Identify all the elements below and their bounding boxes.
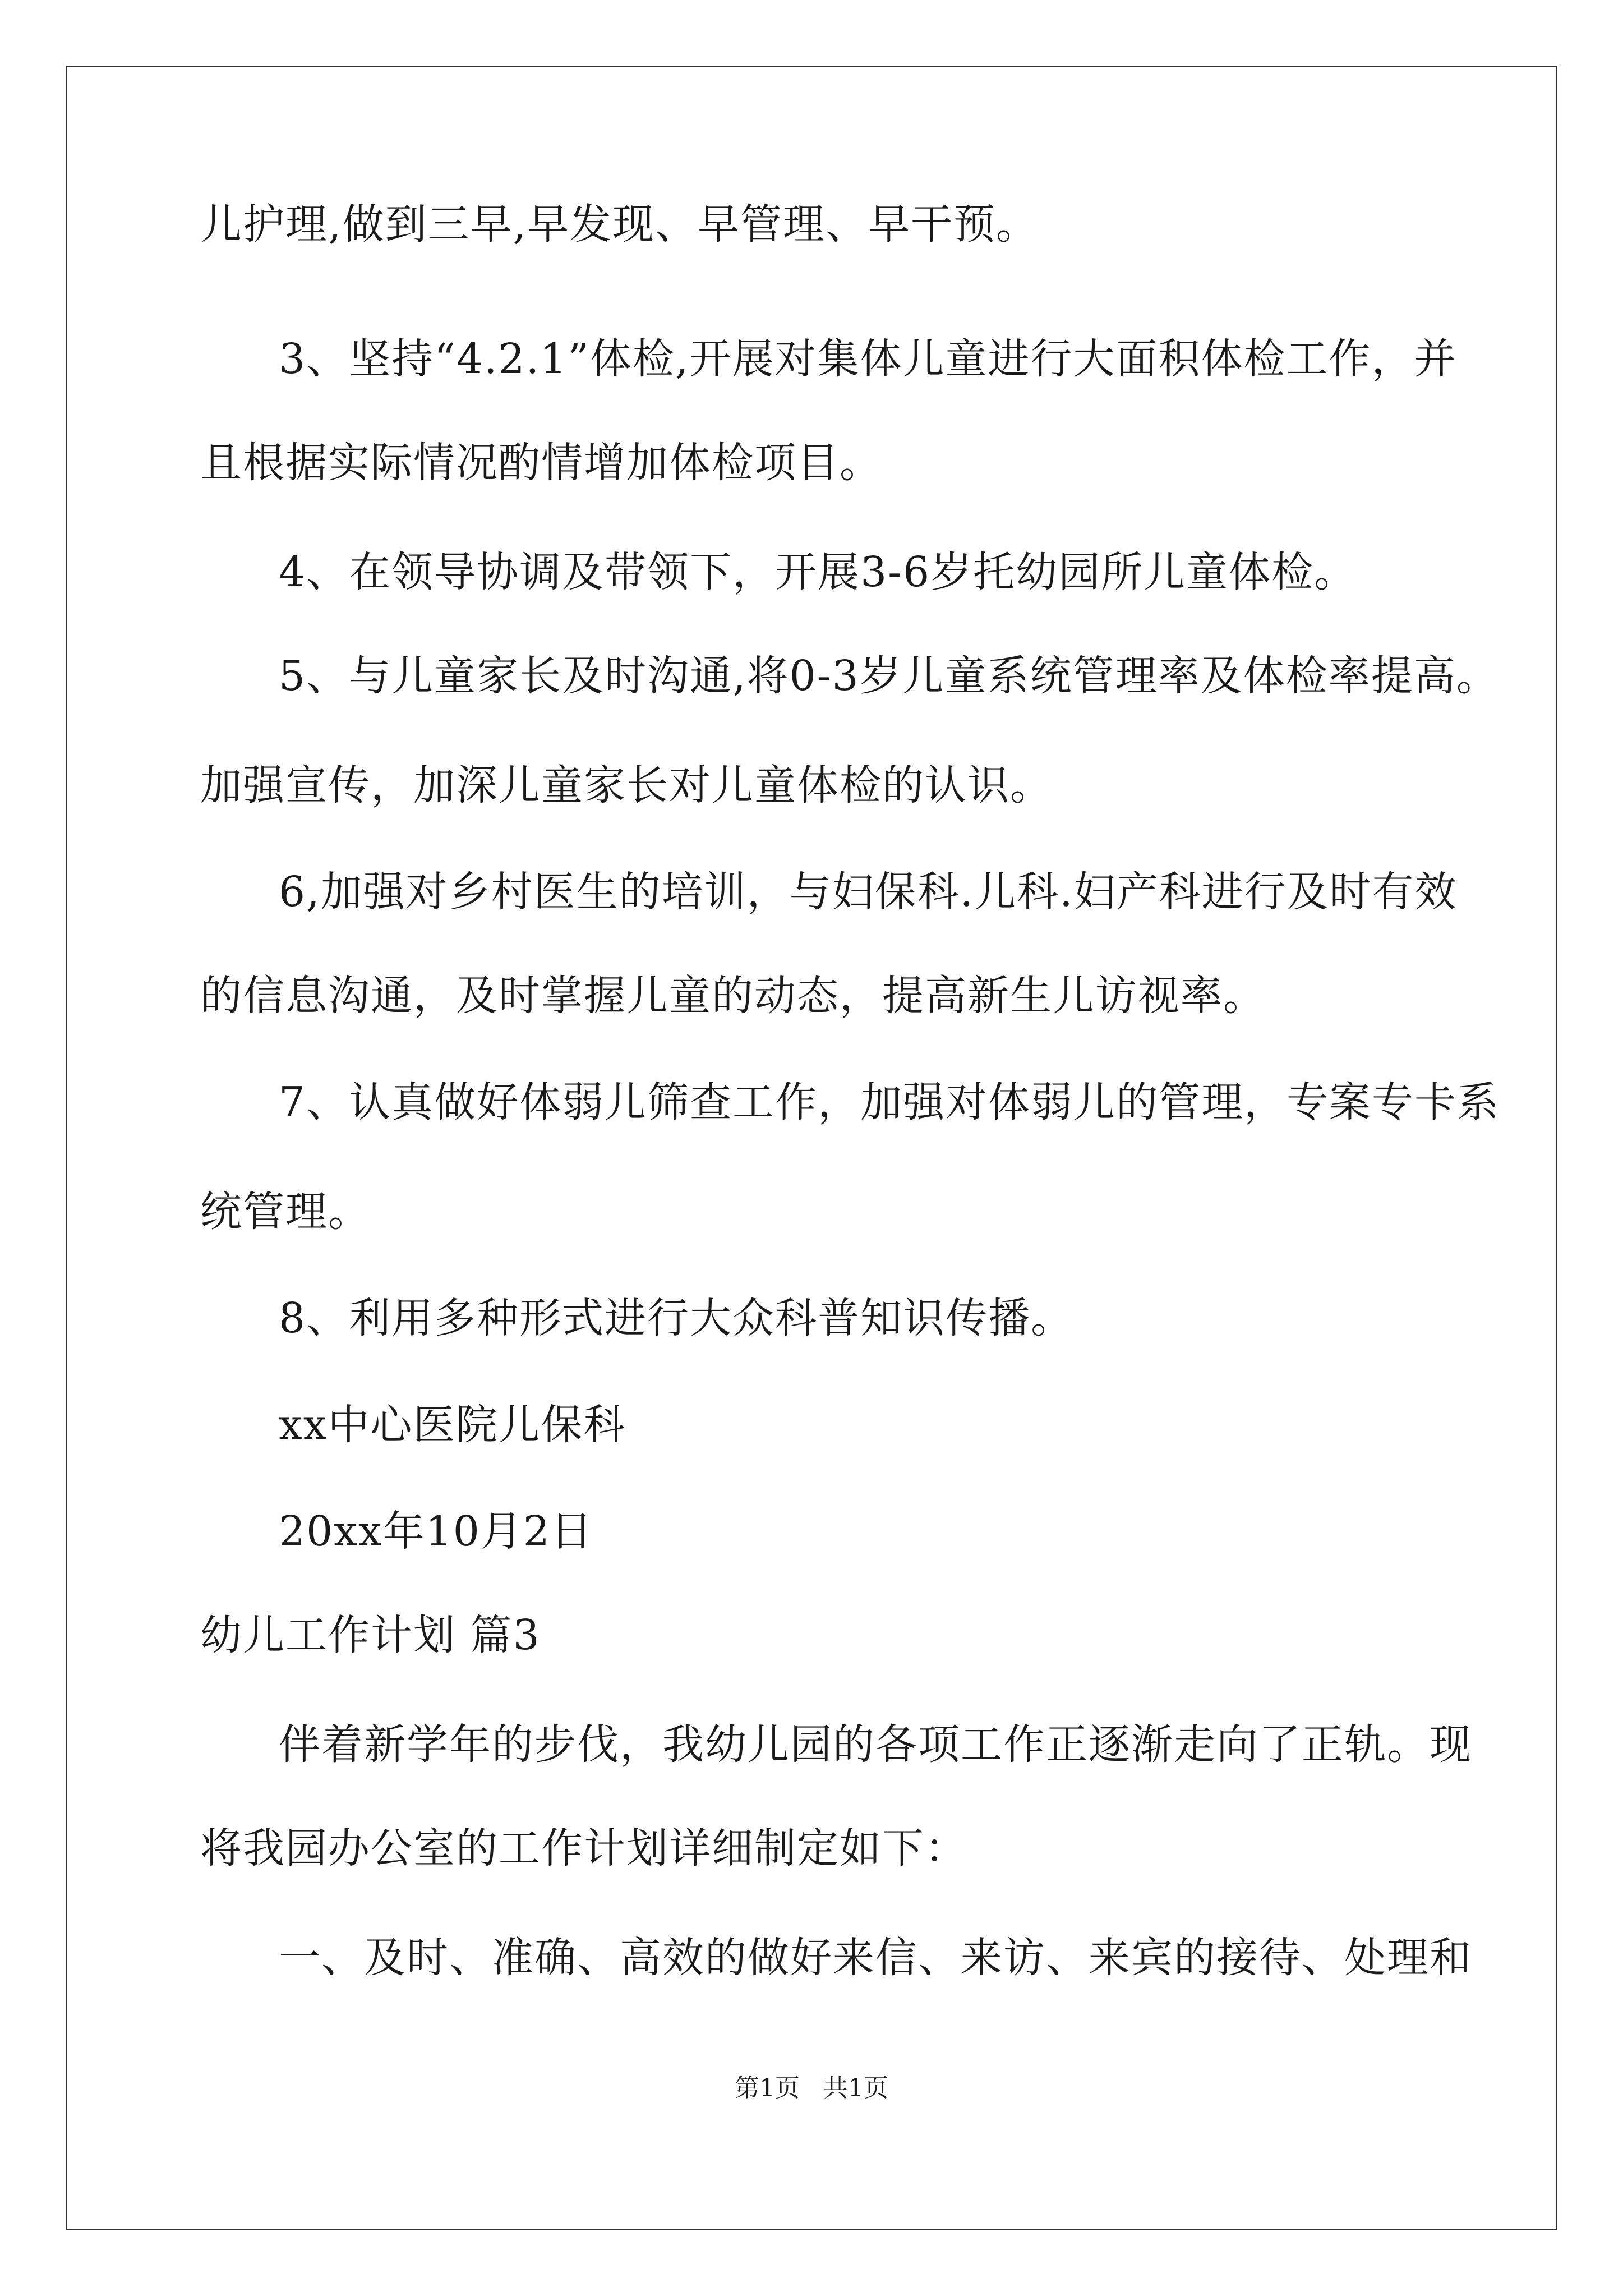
text-line-11: 8、利用多种形式进行大众科普知识传播。 (279, 1294, 1074, 1342)
text-line-10: 统管理。 (200, 1188, 371, 1236)
text-line-9: 7、认真做好体弱儿筛查工作，加强对体弱儿的管理，专案专卡系 (279, 1078, 1500, 1126)
page-border (66, 66, 1557, 2230)
text-line-3: 且根据实际情况酌情增加体检项目。 (200, 439, 882, 487)
text-line-7: 6,加强对乡村医生的培训，与妇保科.儿科.妇产科进行及时有效 (279, 868, 1458, 916)
page-number-footer: 第1页 共1页 (735, 2074, 888, 2102)
text-line-15: 伴着新学年的步伐，我幼儿园的各项工作正逐渐走向了正轨。现 (279, 1720, 1472, 1769)
signature-department: xx中心医院儿保科 (279, 1401, 626, 1449)
text-line-6: 加强宣传，加深儿童家长对儿童体检的认识。 (200, 761, 1053, 809)
text-line-5: 5、与儿童家长及时沟通,将0-3岁儿童系统管理率及体检率提高。 (279, 652, 1499, 700)
signature-date: 20xx年10月2日 (279, 1507, 593, 1556)
section-heading: 幼儿工作计划 篇3 (200, 1611, 541, 1659)
text-line-8: 的信息沟通，及时掌握儿童的动态，提高新生儿访视率。 (200, 972, 1266, 1020)
text-line-4: 4、在领导协调及带领下，开展3-6岁托幼园所儿童体检。 (279, 548, 1357, 596)
text-line-1: 儿护理,做到三早,早发现、早管理、早干预。 (200, 200, 1039, 249)
text-line-16: 将我园办公室的工作计划详细制定如下： (200, 1824, 967, 1872)
text-line-17: 一、及时、准确、高效的做好来信、来访、来宾的接待、处理和 (279, 1934, 1472, 1982)
text-line-2: 3、坚持“4.2.1”体检,开展对集体儿童进行大面积体检工作，并 (279, 335, 1457, 383)
